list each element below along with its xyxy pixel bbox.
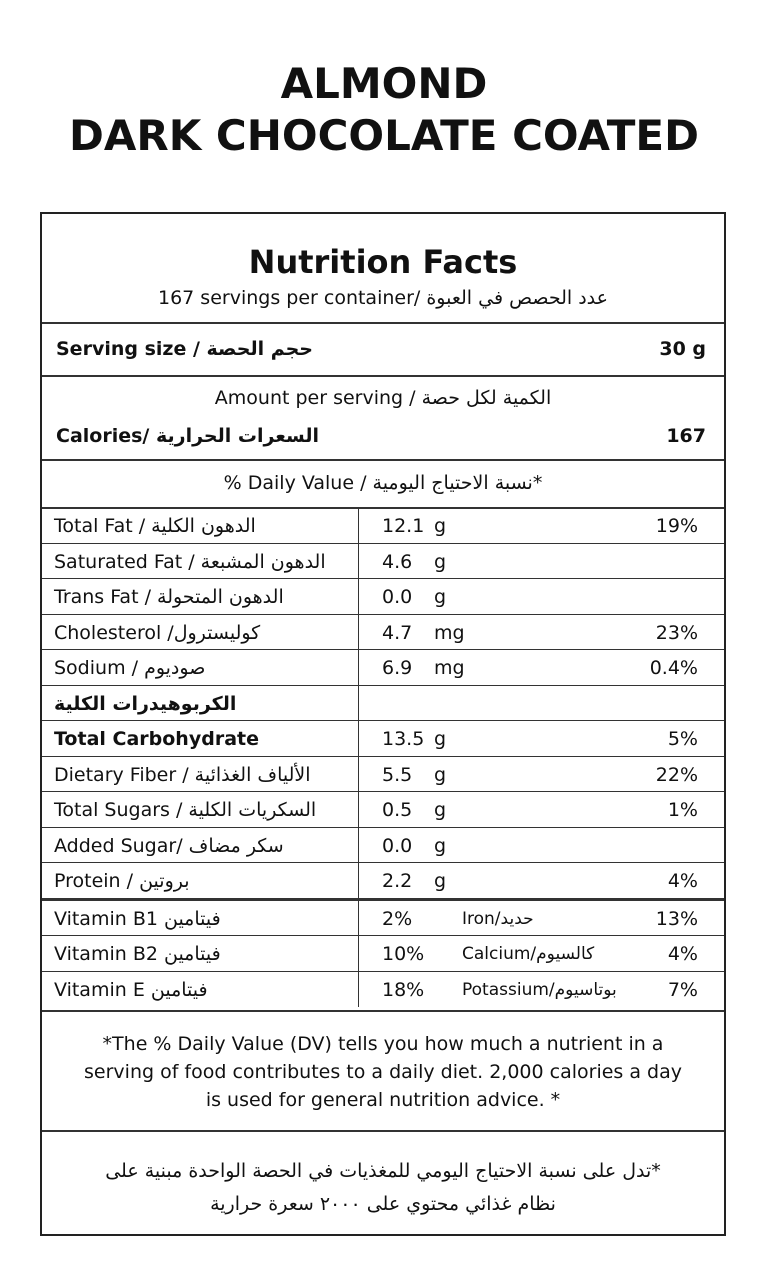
mineral-label: Potassium/بوتاسيوم <box>462 979 617 1000</box>
vitamin-label: Vitamin B1 فيتامين <box>54 907 221 930</box>
nutrient-unit: g <box>434 870 447 892</box>
nutrient-label: Trans Fat / الدهون المتحولة <box>54 586 284 608</box>
nutrient-unit: g <box>434 550 447 573</box>
amount-per-serving: Amount per serving / الكمية لكل حصة <box>214 387 552 409</box>
nutrient-amount: 4.7 <box>382 621 413 644</box>
nutrient-unit: mg <box>434 621 465 644</box>
footnote-en-line1: *The % Daily Value (DV) tells you how much a nutrient in a <box>102 1033 664 1055</box>
nutrient-daily-value: 4% <box>667 870 698 892</box>
nutrient-label: الكربوهيدرات الكلية <box>54 692 237 715</box>
nutrient-row <box>42 828 724 864</box>
nutrient-label: Protein / بروتين <box>54 870 190 892</box>
nutrition-facts-panel <box>40 212 726 1236</box>
nutrient-row <box>42 615 724 651</box>
servings-per-container: 167 servings per container/ عدد الحصص في العبوة <box>158 287 608 309</box>
vitamin-label: Vitamin B2 فيتامين <box>54 943 221 965</box>
nutrient-daily-value: 23% <box>655 621 698 644</box>
calories-value: 167 <box>666 425 706 447</box>
nutrient-row <box>42 579 724 615</box>
nutrient-amount: 6.9 <box>382 657 413 679</box>
footnote-en-line2: serving of food contributes to a daily diet. 2,000 calories a day <box>84 1061 682 1083</box>
product-title-line2: DARK CHOCOLATE COATED <box>69 111 699 160</box>
mineral-label: Calcium/كالسيوم <box>462 944 595 964</box>
nutrient-daily-value: 5% <box>667 728 698 750</box>
nutrient-amount: 0.0 <box>382 834 413 857</box>
nutrient-row <box>42 650 724 686</box>
vitamin-row <box>42 901 724 937</box>
vitamin-daily-value: 18% <box>382 978 425 1001</box>
nutrient-amount: 12.1 <box>382 515 425 537</box>
nutrient-label: Saturated Fat / الدهون المشبعة <box>54 550 326 573</box>
nutrient-row <box>42 757 724 793</box>
calories-label: Calories/ السعرات الحرارية <box>56 425 319 447</box>
nutrient-unit: g <box>434 799 447 821</box>
daily-value-header: % Daily Value / نسبة الاحتياج اليومية* <box>223 472 543 494</box>
nutrient-daily-value: 19% <box>655 515 698 537</box>
nutrient-label: Dietary Fiber / الألياف الغذائية <box>54 763 311 786</box>
nutrient-unit: g <box>434 834 447 857</box>
vitamin-daily-value: 2% <box>382 907 413 930</box>
nutrient-amount: 13.5 <box>382 728 425 750</box>
nutrient-label: Total Fat / الدهون الكلية <box>54 515 256 537</box>
nutrient-row <box>42 686 724 722</box>
nutrient-row <box>42 508 724 544</box>
nutrient-label: Total Carbohydrate <box>54 728 259 750</box>
vitamin-row <box>42 972 724 1008</box>
nutrient-unit: g <box>434 763 447 786</box>
mineral-daily-value: 4% <box>667 943 698 965</box>
mineral-daily-value: 7% <box>667 978 698 1001</box>
vitamin-label: Vitamin E فيتامين <box>54 978 208 1001</box>
nutrient-unit: g <box>434 586 447 608</box>
nutrient-daily-value: 1% <box>667 799 698 821</box>
nutrient-unit: g <box>434 515 447 537</box>
serving-size-value: 30 g <box>659 338 706 360</box>
mineral-label: Iron/حديد <box>462 908 534 929</box>
nutrient-amount: 4.6 <box>382 550 413 573</box>
nutrient-amount: 2.2 <box>382 870 413 892</box>
nutrient-label: Added Sugar/ سكر مضاف <box>54 834 284 857</box>
vitamin-daily-value: 10% <box>382 943 425 965</box>
nutrient-amount: 0.0 <box>382 586 413 608</box>
product-title-line1: ALMOND <box>280 59 488 108</box>
nutrient-label: Cholesterol /كوليسترول <box>54 621 261 644</box>
footnote-en-line3: is used for general nutrition advice. * <box>205 1089 561 1111</box>
nutrient-row <box>42 544 724 580</box>
nutrient-daily-value: 22% <box>655 763 698 786</box>
footnote-ar-line1: تدل على نسبة الاحتياج اليومي للمغذيات في الحصة الواحدة مبنية على* <box>105 1160 661 1182</box>
mineral-daily-value: 13% <box>655 907 698 930</box>
nutrient-daily-value: 0.4% <box>649 657 698 679</box>
nutrient-amount: 0.5 <box>382 799 413 821</box>
serving-size-label: Serving size / حجم الحصة <box>56 338 314 360</box>
nutrient-row <box>42 792 724 828</box>
nutrition-facts-heading: Nutrition Facts <box>248 243 518 281</box>
nutrient-unit: mg <box>434 657 465 679</box>
footnote-ar-line2: نظام غذائي محتوي على ٢٠٠٠ سعرة حرارية <box>210 1193 556 1215</box>
nutrient-label: Total Sugars / السكريات الكلية <box>54 799 317 821</box>
nutrient-row <box>42 863 724 899</box>
nutrient-row <box>42 721 724 757</box>
nutrient-unit: g <box>434 728 447 750</box>
nutrient-label: Sodium / صوديوم <box>54 657 206 679</box>
vitamin-row <box>42 936 724 972</box>
nutrient-amount: 5.5 <box>382 763 413 786</box>
